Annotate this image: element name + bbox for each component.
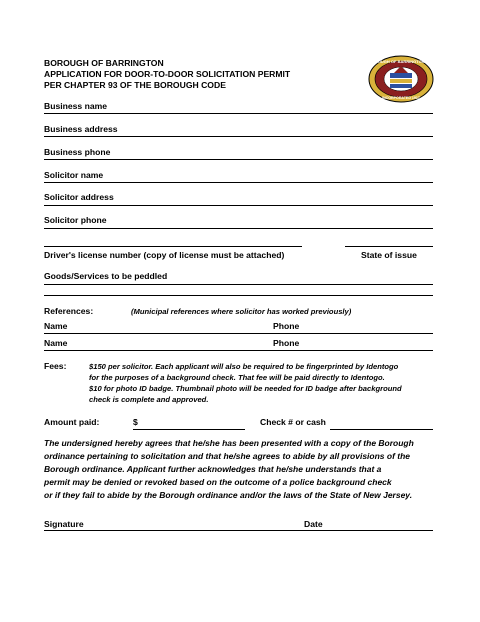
amount-paid-label: Amount paid: bbox=[44, 417, 100, 427]
business-name-label: Business name bbox=[44, 101, 108, 111]
solicitor-address-field[interactable] bbox=[44, 205, 433, 206]
seal-text-bottom: INCORPORATED 1917 bbox=[382, 96, 420, 100]
statement-line-5: or if they fail to abide by the Borough ordinance and/or the laws of the State of New Jersey. bbox=[44, 490, 413, 500]
state-of-issue-label: State of issue bbox=[361, 250, 417, 260]
solicitor-phone-field[interactable] bbox=[44, 228, 433, 229]
business-address-label: Business address bbox=[44, 124, 118, 134]
borough-seal bbox=[368, 55, 434, 103]
solicitor-address-label: Solicitor address bbox=[44, 192, 114, 202]
business-name-field[interactable] bbox=[44, 113, 433, 114]
seal-text-top: BOROUGH OF BARRINGTON N.J. bbox=[368, 59, 434, 64]
business-address-field[interactable] bbox=[44, 136, 433, 137]
check-or-cash-field[interactable] bbox=[330, 429, 433, 430]
statement-line-4: permit may be denied or revoked based on the outcome of a police background check bbox=[44, 477, 392, 487]
signature-label: Signature bbox=[44, 519, 84, 529]
goods-services-field-2[interactable] bbox=[44, 295, 433, 296]
business-phone-field[interactable] bbox=[44, 159, 433, 160]
date-label: Date bbox=[304, 519, 323, 529]
solicitor-name-label: Solicitor name bbox=[44, 170, 104, 180]
form-subtitle: PER CHAPTER 93 OF THE BOROUGH CODE bbox=[44, 80, 226, 90]
fees-label: Fees: bbox=[44, 361, 67, 371]
statement-line-1: The undersigned hereby agrees that he/she has been presented with a copy of the Borough bbox=[44, 438, 414, 448]
form-title: APPLICATION FOR DOOR-TO-DOOR SOLICITATION PERMIT bbox=[44, 69, 291, 79]
reference-1-field[interactable] bbox=[44, 333, 433, 334]
business-phone-label: Business phone bbox=[44, 147, 111, 157]
goods-services-field[interactable] bbox=[44, 284, 433, 285]
fees-line-3: $10 for photo ID badge. Thumbnail photo will be needed for ID badge after background bbox=[89, 384, 402, 393]
solicitor-name-field[interactable] bbox=[44, 182, 433, 183]
amount-paid-field[interactable] bbox=[133, 429, 245, 430]
statement-line-3: Borough ordinance. Applicant further acknowledges that he/she understands that a bbox=[44, 464, 382, 474]
fees-line-2: for the purposes of a background check. That fee will be paid directly to Identogo. bbox=[89, 373, 385, 382]
statement-line-2: ordinance pertaining to solicitation and that he/she agrees to abide by all provisions of the bbox=[44, 451, 411, 461]
reference-1-name-label: Name bbox=[44, 321, 68, 331]
fees-line-1: $150 per solicitor. Each applicant will also be required to be fingerprinted by Identogo bbox=[89, 362, 399, 371]
solicitor-phone-label: Solicitor phone bbox=[44, 215, 107, 225]
borough-title: BOROUGH OF BARRINGTON bbox=[44, 58, 164, 68]
goods-services-label: Goods/Services to be peddled bbox=[44, 271, 168, 281]
currency-symbol: $ bbox=[133, 417, 138, 427]
state-of-issue-field[interactable] bbox=[345, 246, 433, 247]
reference-2-field[interactable] bbox=[44, 350, 433, 351]
references-note: (Municipal references where solicitor has worked previously) bbox=[131, 307, 352, 316]
reference-1-phone-label: Phone bbox=[273, 321, 300, 331]
drivers-license-field[interactable] bbox=[44, 246, 302, 247]
drivers-license-label: Driver's license number (copy of license must be attached) bbox=[44, 250, 285, 260]
reference-2-name-label: Name bbox=[44, 338, 68, 348]
reference-2-phone-label: Phone bbox=[273, 338, 300, 348]
fees-line-4: check is complete and approved. bbox=[89, 395, 209, 404]
references-label: References: bbox=[44, 306, 94, 316]
check-or-cash-label: Check # or cash bbox=[260, 417, 326, 427]
signature-field[interactable] bbox=[44, 530, 433, 531]
